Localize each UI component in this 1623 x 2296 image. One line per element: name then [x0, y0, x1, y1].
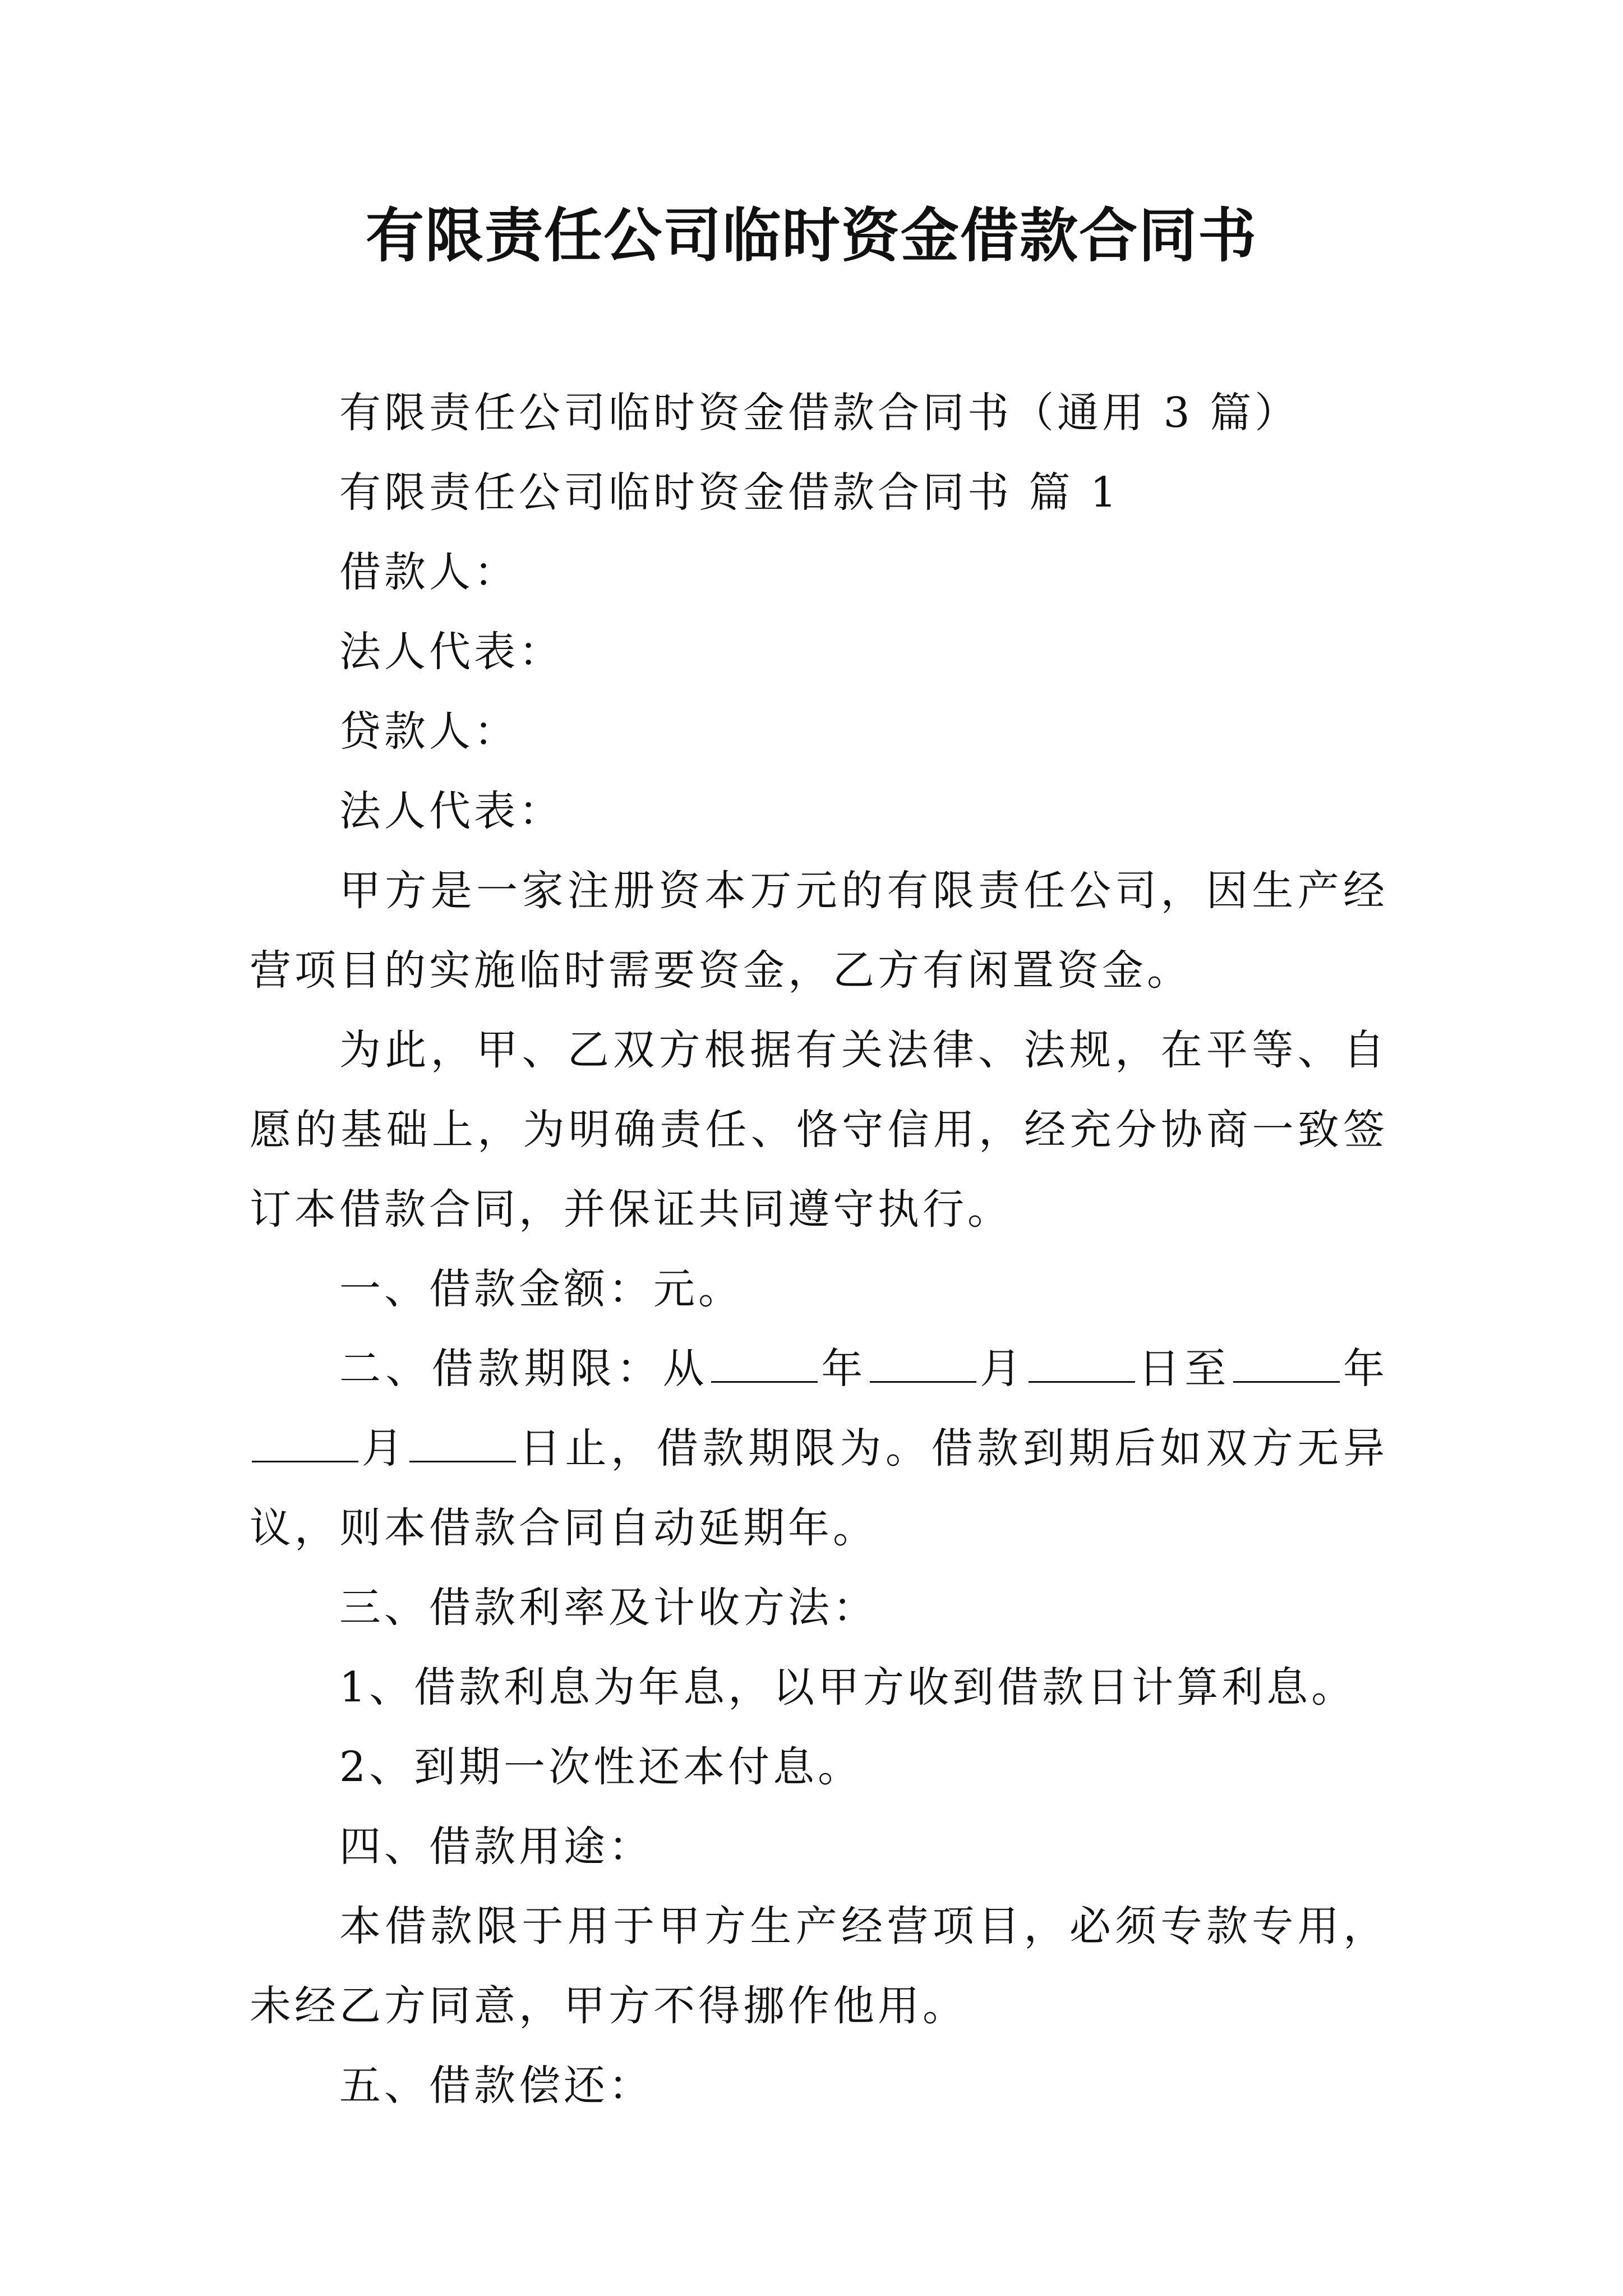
section-heading: 有限责任公司临时资金借款合同书 篇 1: [339, 468, 1121, 517]
document-subtitle: 有限责任公司临时资金借款合同书（通用 3 篇）: [339, 389, 1300, 437]
document-title: 有限责任公司临时资金借款合同书: [365, 201, 1257, 270]
blank-line: [1029, 1347, 1135, 1383]
borrower-rep-label: 法人代表：: [339, 628, 564, 676]
purpose-paragraph: 为此，甲、乙双方根据有关法律、法规，在平等、自愿的基础上，为明确责任、恪守信用，经充分协商一致签订本借款合同，并保证共同遵守执行。: [250, 1026, 1388, 1234]
clause-5: 五、借款偿还：: [339, 2062, 653, 2110]
clause-3-item-1: 1、借款利息为年息，以甲方收到借款日计算利息。: [339, 1663, 1357, 1711]
blank-line: [1233, 1347, 1340, 1383]
clause-4: 四、借款用途：: [339, 1823, 653, 1871]
clause-2-start: 二、借款期限：从: [339, 1345, 709, 1393]
lender-rep-label: 法人代表：: [339, 787, 564, 835]
lender-label: 贷款人：: [339, 707, 519, 756]
blank-line: [711, 1347, 818, 1383]
blank-line: [252, 1427, 358, 1462]
borrower-label: 借款人：: [339, 548, 519, 596]
clause-4-text: 本借款限于用于甲方生产经营项目，必须专款专用，未经乙方同意，甲方不得挪作他用。: [250, 1902, 1388, 2030]
document-body: [250, 373, 1388, 2125]
clause-3: 三、借款利率及计收方法：: [339, 1584, 878, 1632]
clause-2-month-2: 月: [361, 1424, 408, 1473]
clause-2-end: 日止，借款期限为。借款到期后如双方无异议，则本借款合同自动延期年。: [250, 1424, 1389, 1552]
clause-2-year-2: 年: [1341, 1345, 1388, 1393]
clause-3-item-2: 2、到期一次性还本付息。: [339, 1743, 863, 1791]
clause-1: 一、借款金额：元。: [339, 1265, 743, 1313]
clause-2-year: 年: [820, 1345, 868, 1393]
clause-2-day-to: 日至: [1137, 1345, 1231, 1393]
blank-line: [870, 1347, 976, 1383]
clause-2: [250, 1329, 1388, 1568]
clause-2-month: 月: [978, 1345, 1026, 1393]
intro-paragraph: 甲方是一家注册资本万元的有限责任公司，因生产经营项目的实施临时需要资金，乙方有闲置资金。: [250, 867, 1388, 995]
blank-line: [409, 1427, 516, 1462]
